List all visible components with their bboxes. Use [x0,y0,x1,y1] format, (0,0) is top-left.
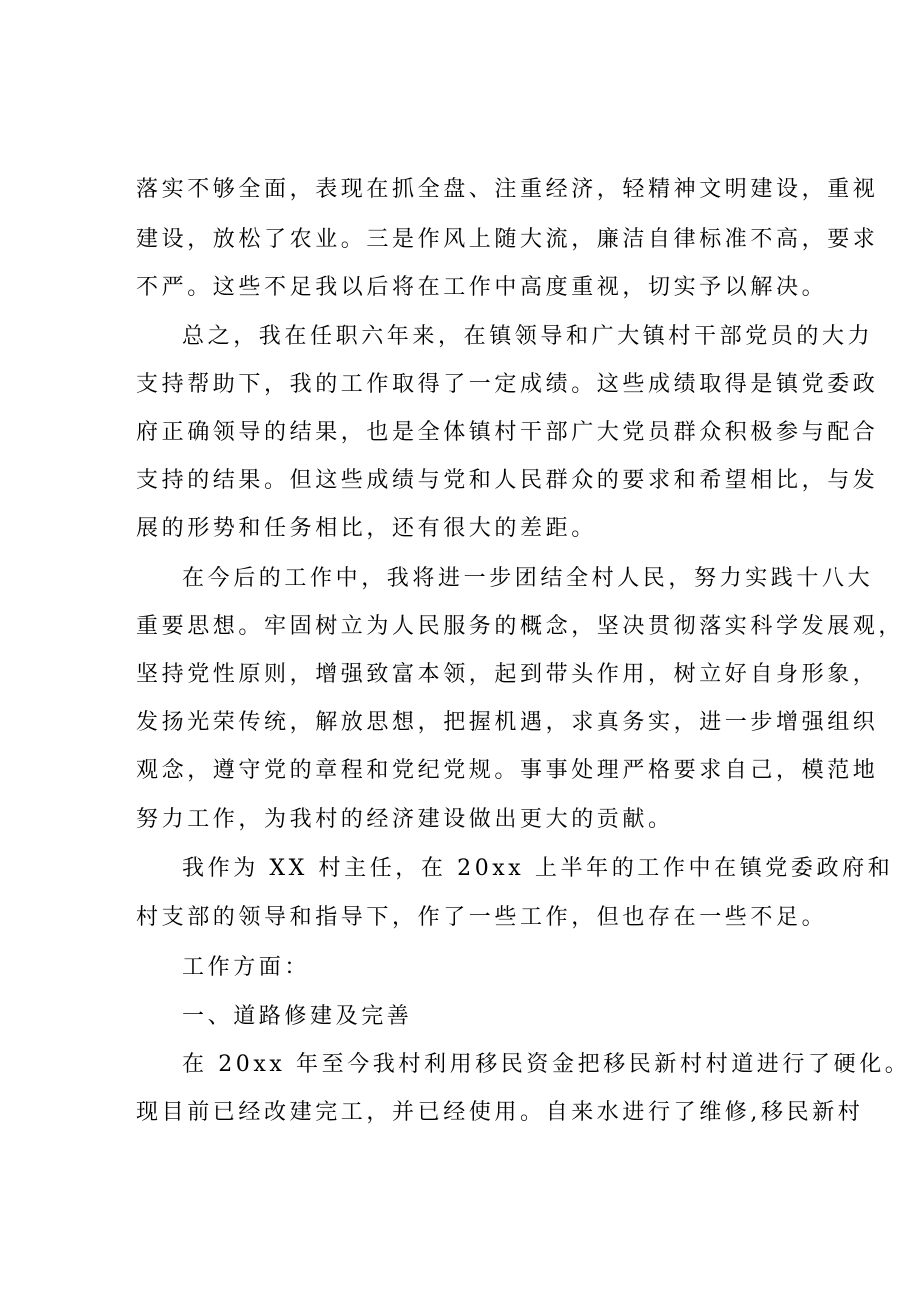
section-label: 工作方面： [182,955,311,980]
text-line: 支持的结果。但这些成绩与党和人民群众的要求和希望相比，与发 [136,468,879,493]
text-line: 府正确领导的结果，也是全体镇村干部广大党员群众积极参与配合 [136,420,879,445]
text-line: 落实不够全面，表现在抓全盘、注重经济，轻精神文明建设，重视 [136,177,879,202]
text-line: 不严。这些不足我以后将在工作中高度重视，切实予以解决。 [136,275,828,300]
text-line: 观念，遵守党的章程和党纪党规。事事处理严格要求自己，模范地 [136,758,879,783]
text-line: 支持帮助下，我的工作取得了一定成绩。这些成绩取得是镇党委政 [136,372,879,397]
text-line: 村支部的领导和指导下，作了一些工作，但也存在一些不足。 [136,905,828,930]
text-line: 现目前已经改建完工，并已经使用。自来水进行了维修,移民新村 [136,1100,864,1125]
text-line: 努力工作，为我村的经济建设做出更大的贡献。 [136,807,674,832]
text-line: 建设，放松了农业。三是作风上随大流，廉洁自律标准不高，要求 [136,227,879,252]
section-heading: 一、道路修建及完善 [182,1004,413,1029]
paragraph-start-line: 在 20xx 年至今我村利用移民资金把移民新村村道进行了硬化。 [182,1052,911,1077]
text-line: 发扬光荣传统，解放思想，把握机遇，求真务实，进一步增强组织 [136,710,879,735]
text-line: 展的形势和任务相比，还有很大的差距。 [136,516,597,541]
paragraph-start-line: 总之，我在任职六年来，在镇领导和广大镇村干部党员的大力 [182,324,874,349]
text-line: 重要思想。牢固树立为人民服务的概念，坚决贯彻落实科学发展观， [136,614,905,639]
paragraph-start-line: 我作为 XX 村主任，在 20xx 上半年的工作中在镇党委政府和 [182,856,894,881]
text-line: 坚持党性原则，增强致富本领，起到带头作用，树立好自身形象， [136,662,879,687]
paragraph-start-line: 在今后的工作中，我将进一步团结全村人民，努力实践十八大 [182,566,874,591]
